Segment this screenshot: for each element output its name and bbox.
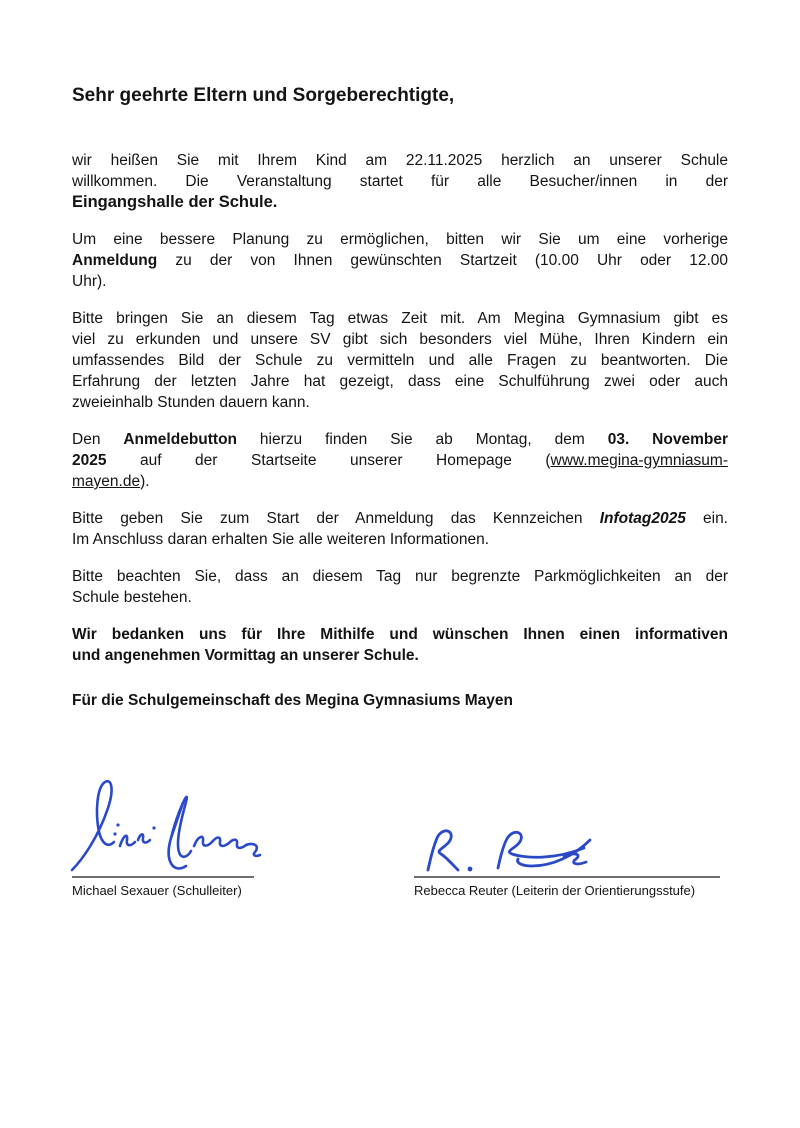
text-run: Den <box>72 431 124 448</box>
signature-block-orientierungsstufe <box>414 828 728 898</box>
text-run: Um eine bessere Planung zu ermöglichen, bitten wir Sie um eine vorherige <box>72 231 728 248</box>
text-line <box>72 150 728 171</box>
text-line <box>72 566 728 587</box>
closing-line: Für die Schulgemeinschaft des Megina Gymnasiums Mayen <box>72 692 514 709</box>
text-run: hierzu finden Sie ab Montag, dem <box>237 431 608 448</box>
text-run: Uhr). <box>72 273 107 290</box>
paragraph-parken <box>72 566 728 608</box>
paragraph-anmeldebutton <box>72 429 728 492</box>
text-run: Wir bedanken uns für Ihre Mithilfe und wünschen Ihnen einen informativen <box>72 626 728 643</box>
text-run: Eingangshalle der Schule. <box>72 193 278 211</box>
text-run: Erfahrung der letzten Jahre hat gezeigt, dass eine Schulführung zwei oder auch <box>72 373 728 390</box>
text-line <box>72 371 728 392</box>
signature-michael-sexauer <box>68 774 268 876</box>
text-line <box>72 645 728 666</box>
paragraph-kennzeichen <box>72 508 728 550</box>
signature-row <box>72 774 728 898</box>
signatory-name-orientierungsstufe: Rebecca Reuter (Leiterin der Orientierungsstufe) <box>414 883 696 898</box>
text-run: Bitte beachten Sie, dass an diesem Tag nur begrenzte Parkmöglichkeiten an der <box>72 568 728 585</box>
paragraph-zeit <box>72 308 728 413</box>
salutation: Sehr geehrte Eltern und Sorgeberechtigte, <box>72 85 455 106</box>
letter-body <box>72 150 728 666</box>
homepage-link-text[interactable]: www.megina-gymniasum- <box>550 452 728 469</box>
paragraph-dank <box>72 624 728 666</box>
text-run: zweieinhalb Stunden dauern kann. <box>72 394 310 411</box>
homepage-link-text[interactable]: mayen.de <box>72 473 141 490</box>
text-line <box>72 450 728 471</box>
text-run: 2025 <box>72 452 107 469</box>
text-run: Bitte geben Sie zum Start der Anmeldung das Kennzeichen <box>72 510 600 527</box>
text-run: Im Anschluss daran erhalten Sie alle weiteren Informationen. <box>72 531 490 548</box>
text-line <box>72 250 728 271</box>
text-run: willkommen. Die Veranstaltung startet für alle Besucher/innen in der <box>72 173 728 190</box>
text-line <box>72 587 728 608</box>
text-run: Anmeldung <box>72 252 158 269</box>
text-line <box>72 350 728 371</box>
text-run: zu der von Ihnen gewünschten Startzeit (10.00 Uhr oder 12.00 <box>157 252 728 269</box>
text-line <box>72 171 728 192</box>
text-run: wir heißen Sie mit Ihrem Kind am 22.11.2025 herzlich an unserer Schule <box>72 152 728 169</box>
letter-content <box>72 86 728 898</box>
text-line <box>72 308 728 329</box>
text-run: ). <box>140 473 150 490</box>
text-run: 03. November <box>607 431 728 448</box>
signature-line-left <box>72 876 254 878</box>
text-run: Anmeldebutton <box>123 431 238 448</box>
signature-ink <box>428 831 590 872</box>
text-line <box>72 508 728 529</box>
text-line <box>72 229 728 250</box>
signature-ink <box>72 781 260 870</box>
text-run: Bitte bringen Sie an diesem Tag etwas Zeit mit. Am Megina Gymnasium gibt es <box>72 310 728 327</box>
paragraph-welcome <box>72 150 728 213</box>
signatory-name-schulleiter: Michael Sexauer (Schulleiter) <box>72 883 242 898</box>
text-line <box>72 624 728 645</box>
signature-rebecca-reuter <box>414 828 614 876</box>
signature-line-right <box>414 876 720 878</box>
text-line <box>72 529 728 550</box>
text-line <box>72 271 728 292</box>
text-line <box>72 329 728 350</box>
text-run: auf der Startseite unserer Homepage ( <box>106 452 551 469</box>
text-line <box>72 471 728 492</box>
text-line <box>72 392 728 413</box>
signature-block-schulleiter <box>72 774 414 898</box>
text-line <box>72 429 728 450</box>
text-run: viel zu erkunden und unsere SV gibt sich besonders viel Mühe, Ihren Kindern ein <box>72 331 728 348</box>
text-run: ein. <box>685 510 728 527</box>
text-run: und angenehmen Vormittag an unserer Schule. <box>72 647 419 664</box>
text-run: umfassendes Bild der Schule zu vermitteln und alle Fragen zu beantworten. Die <box>72 352 728 369</box>
text-run: Schule bestehen. <box>72 589 192 606</box>
text-run: Infotag2025 <box>599 510 686 527</box>
text-line <box>72 192 728 213</box>
paragraph-anmeldung <box>72 229 728 292</box>
